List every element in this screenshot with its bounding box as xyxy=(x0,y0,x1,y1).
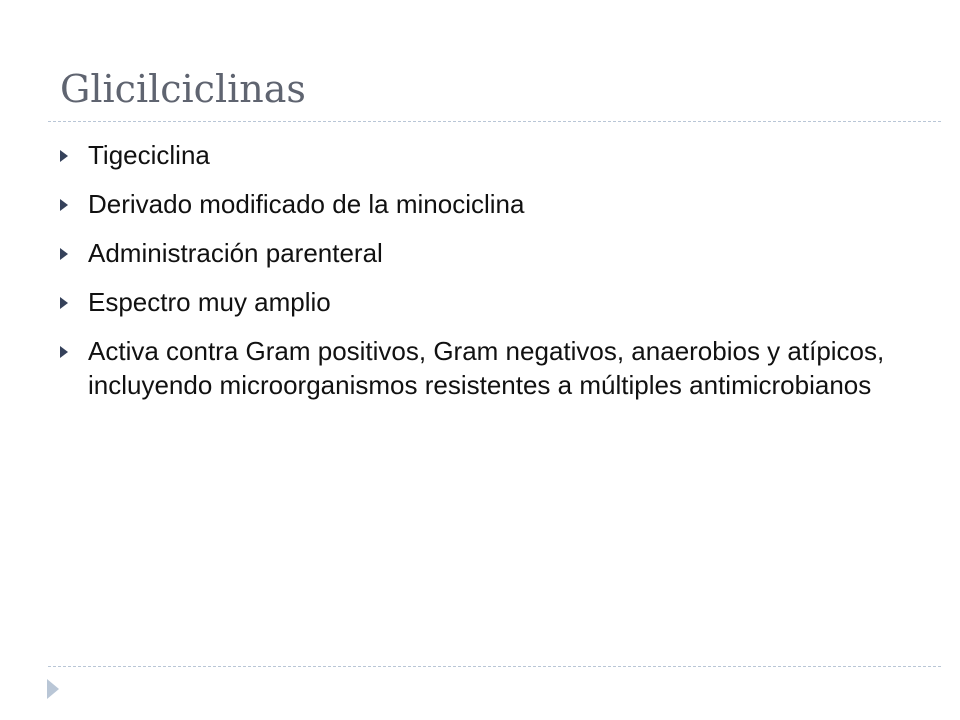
bullet-arrow-icon xyxy=(60,248,68,260)
footer-arrow-icon xyxy=(47,679,59,699)
bullet-arrow-icon xyxy=(60,346,68,358)
bullet-text: Derivado modificado de la minociclina xyxy=(88,189,525,219)
bullet-text: Tigeciclina xyxy=(88,140,210,170)
bullet-item xyxy=(58,138,908,172)
bullet-text: Activa contra Gram positivos, Gram negativos, anaerobios y atípicos, incluyendo microorganismos resistentes a múltiples antimicrobianos xyxy=(88,336,885,400)
bullet-item xyxy=(58,334,908,402)
bullet-text: Administración parenteral xyxy=(88,238,383,268)
bullet-item xyxy=(58,187,908,221)
bullet-text: Espectro muy amplio xyxy=(88,287,331,317)
bullet-arrow-icon xyxy=(60,297,68,309)
footer-divider xyxy=(48,666,941,667)
bullet-arrow-icon xyxy=(60,199,68,211)
bullet-list xyxy=(58,138,908,417)
bullet-arrow-icon xyxy=(60,150,68,162)
bullet-item xyxy=(58,285,908,319)
slide-title: Glicilciclinas xyxy=(60,67,306,111)
title-divider xyxy=(48,121,941,122)
bullet-item xyxy=(58,236,908,270)
